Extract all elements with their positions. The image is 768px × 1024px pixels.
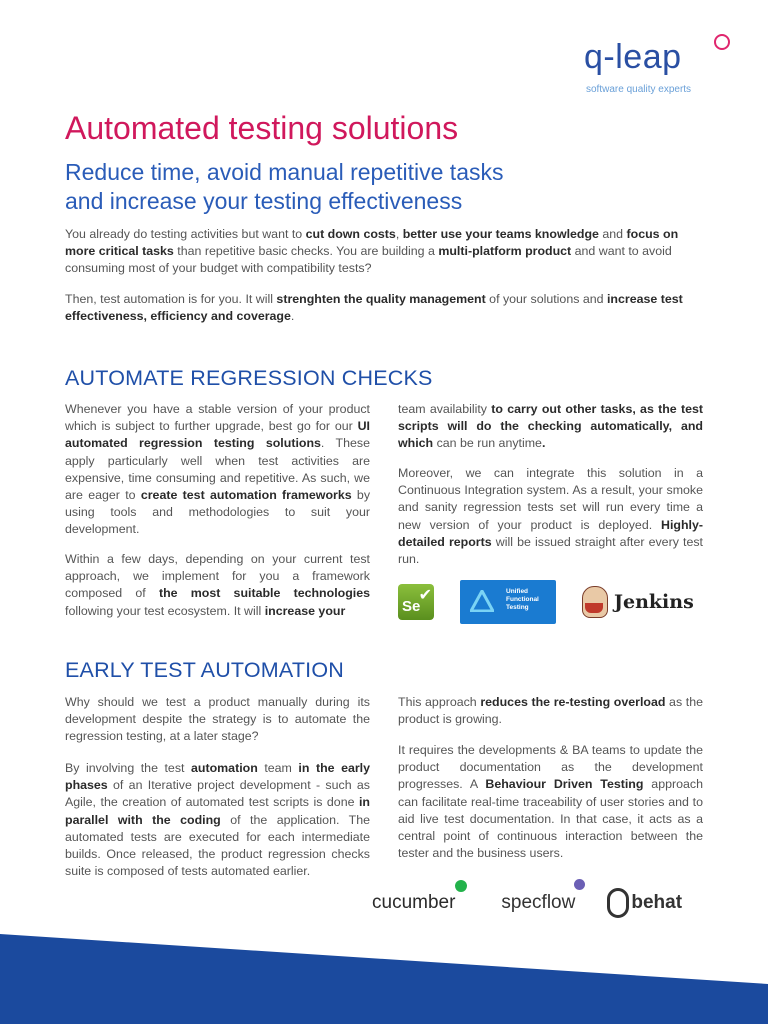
emphasis-text: Highly-detailed reports xyxy=(398,517,703,549)
emphasis-text: create test automation frameworks xyxy=(140,488,352,503)
jenkins-logo-text: Jenkins xyxy=(614,591,694,613)
emphasis-text: strenghten the quality management xyxy=(276,292,486,306)
early-right-paragraph-2 xyxy=(398,742,703,862)
logo-circle-icon xyxy=(714,34,730,50)
page-subtitle xyxy=(65,158,685,216)
body-text: Moreover, we can integrate this solution in a Continuous Integration system. As a result, your smoke and sanity regression tests set will run every time a new version of your product is deployed. xyxy=(398,466,703,532)
emphasis-text: multi-platform product xyxy=(438,244,572,259)
body-text: This approach xyxy=(398,695,481,709)
selenium-logo-text: Se xyxy=(402,598,421,615)
behat-logo-text: behat xyxy=(631,892,683,913)
specflow-logo xyxy=(501,892,575,914)
body-text: It requires the developments & BA teams to update the product documentation as the development progresses. A xyxy=(398,743,703,792)
body-text: Then, test automation is for you. It will xyxy=(65,292,277,306)
regression-tool-logos xyxy=(398,580,694,624)
bdd-tool-logos xyxy=(372,888,682,918)
uft-triangle-icon xyxy=(470,590,494,612)
body-text: By involving the test xyxy=(65,761,191,775)
regression-left-paragraph-2 xyxy=(65,551,370,620)
uft-logo xyxy=(460,580,556,624)
body-text: team availability xyxy=(398,402,487,416)
intro-paragraph-2 xyxy=(65,291,705,325)
specflow-logo-text: specflow xyxy=(501,892,576,913)
behat-icon xyxy=(607,888,629,918)
regression-right-paragraph-2 xyxy=(398,465,703,568)
uft-line-1: Unified xyxy=(506,588,529,595)
emphasis-text: focus on more critical tasks xyxy=(65,227,679,259)
q-leap-logo xyxy=(584,34,734,100)
body-text: , xyxy=(395,227,403,241)
cucumber-logo xyxy=(372,892,455,914)
cucumber-logo-text: cucumber xyxy=(372,892,456,913)
body-text: of the application. The automated tests are executed for each intermediate builds. Once released, the product regression checks suite is composed of tests automated earlier. xyxy=(65,812,370,879)
intro-paragraph-1 xyxy=(65,226,705,278)
emphasis-text: in parallel with the coding xyxy=(65,795,370,827)
logo-wordmark: q-leap xyxy=(584,38,682,76)
body-text: following your test ecosystem. It will xyxy=(65,603,265,618)
regression-right-paragraph-1 xyxy=(398,401,703,453)
emphasis-text: to carry out other tasks, as the test scripts will do the checking automatically, and which xyxy=(398,402,704,451)
jenkins-logo xyxy=(582,586,694,618)
early-left-paragraph-1 xyxy=(65,694,370,746)
body-text: of your solutions and xyxy=(485,292,607,306)
jenkins-butler-icon xyxy=(582,586,608,618)
body-text: You already do testing activities but want to xyxy=(65,227,306,241)
body-text: team xyxy=(257,761,299,775)
body-text: will be issued straight after every test run. xyxy=(398,534,703,567)
emphasis-text: reduces the re-testing overload xyxy=(480,695,666,709)
emphasis-text: UI automated regression testing solutions xyxy=(65,419,370,451)
body-text: and xyxy=(598,227,627,241)
body-text: by using tools and methodologies to suit your development. xyxy=(65,488,371,537)
emphasis-text: increase test effectiveness, efficiency and coverage xyxy=(65,292,683,324)
body-text: . These apply particularly well when test activities are expensive, time consuming and repetitive. As such, we are eager to xyxy=(65,436,370,503)
regression-heading: AUTOMATE REGRESSION CHECKS xyxy=(65,366,433,390)
body-text: approach can facilitate real-time traceability of user stories and to aid live test documentation. In that case, it acts as a central point of continuous interaction between the tester and the business users. xyxy=(398,777,703,861)
emphasis-text: cut down costs xyxy=(305,227,396,241)
body-text: and want to avoid consuming most of your budget with compatibility tests? xyxy=(65,244,672,276)
emphasis-text: Behaviour Driven Testing xyxy=(485,777,644,792)
checkmark-icon: ✔ xyxy=(418,587,432,604)
emphasis-text: in the early phases xyxy=(65,761,371,793)
behat-logo xyxy=(607,888,682,918)
subtitle-line-2: and increase your testing effectiveness xyxy=(65,188,463,214)
body-text: can be run anytime xyxy=(436,436,542,451)
body-text: of an Iterative project development - such as Agile, the creation of automated test scripts is done xyxy=(65,778,370,810)
body-text: Why should we test a product manually during its development despite the strategy is to automate the regression testing, at a later stage? xyxy=(65,695,370,744)
selenium-logo xyxy=(398,584,434,620)
emphasis-text: increase your xyxy=(264,603,346,618)
regression-left-paragraph-1 xyxy=(65,401,370,539)
early-left-paragraph-2 xyxy=(65,760,370,880)
page-title: Automated testing solutions xyxy=(65,110,459,146)
uft-line-3: Testing xyxy=(506,604,529,611)
emphasis-text: the most suitable technologies xyxy=(158,586,371,601)
subtitle-line-1: Reduce time, avoid manual repetitive tasks xyxy=(65,159,504,185)
emphasis-text: better use your teams knowledge xyxy=(402,227,599,241)
body-text: than repetitive basic checks. You are building a xyxy=(173,244,439,259)
early-right-paragraph-1 xyxy=(398,694,703,728)
uft-logo-text xyxy=(506,588,539,612)
emphasis-text: automation xyxy=(191,761,258,775)
uft-line-2: Functional xyxy=(506,596,539,603)
emphasis-text: . xyxy=(541,436,546,451)
body-text: as the product is growing. xyxy=(398,695,703,727)
footer-band xyxy=(0,924,768,1024)
body-text: Whenever you have a stable version of your product which is subject to further upgrade, best go for our xyxy=(65,402,370,434)
specflow-icon xyxy=(574,879,585,890)
cucumber-icon xyxy=(455,880,467,892)
logo-tagline: software quality experts xyxy=(586,84,692,95)
early-automation-heading: EARLY TEST AUTOMATION xyxy=(65,658,344,682)
body-text: Within a few days, depending on your current test approach, we implement for you a framework composed of xyxy=(65,552,370,601)
body-text: . xyxy=(290,309,295,324)
